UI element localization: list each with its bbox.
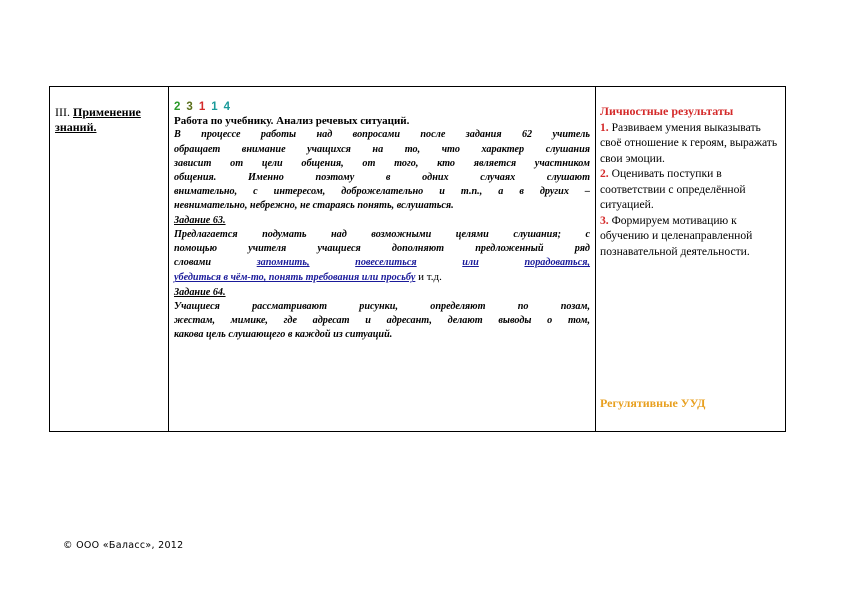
copyright-footer: © ООО «Баласс», 2012: [63, 540, 184, 551]
result-number: 3.: [600, 213, 609, 227]
result-number: 2.: [600, 167, 609, 180]
text-line: Учащиеся рассматривают рисунки, определяют по позам,: [174, 300, 590, 312]
text-line: помощью учителя учащиеся дополняют предложенный ряд: [174, 243, 590, 255]
result-item: [600, 213, 781, 260]
text-line: В процессе работы над вопросами после задания 62 учитель: [174, 129, 590, 141]
personal-results-title: Личностные результаты: [600, 104, 734, 118]
regulatory-title: Регулятивные УУД: [600, 396, 706, 410]
text-line: общения. Именно поэтому в одних случаях слушают: [174, 172, 590, 184]
exercise-numbers: [174, 100, 590, 114]
result-item: [600, 166, 781, 213]
text-line: [174, 256, 590, 270]
paragraph-listening-goals: [174, 228, 590, 286]
highlighted-phrase: убедиться в чём-то, понять требования или просьбу: [174, 272, 416, 284]
exercise-number: 2: [174, 101, 181, 113]
table-row: [50, 87, 786, 432]
highlighted-word: запомнить,: [256, 257, 310, 269]
exercise-number: 1: [198, 101, 206, 113]
result-text: Оценивать поступки в соответствии с определённой ситуацией.: [600, 167, 746, 211]
stage-title: Применение знаний.: [55, 105, 141, 134]
result-text: Развиваем умения выказывать своё отношение к героям, выражать свои эмоции.: [600, 120, 778, 165]
stage-cell: [50, 87, 169, 432]
content-heading: Работа по учебнику. Анализ речевых ситуаций.: [174, 115, 410, 128]
stage-numeral: III.: [55, 105, 70, 119]
results-cell: [596, 87, 786, 432]
text-line: внимательно, с интересом, доброжелательно и т.п., а в других –: [174, 186, 590, 198]
highlighted-word: или: [462, 257, 479, 269]
result-item: [600, 120, 781, 167]
highlighted-word: повеселиться: [355, 257, 417, 269]
text-fragment: словами: [174, 257, 212, 269]
text-line: жестам, мимике, где адресат и адресант, делают выводы о том,: [174, 315, 590, 327]
exercise-number: 1: [211, 101, 218, 113]
text-line: какова цель слушающего в каждой из ситуаций.: [174, 329, 393, 341]
content-cell: [169, 87, 596, 432]
exercise-number: 3: [186, 101, 193, 113]
paragraph-pictures: [174, 300, 590, 343]
task-63-label: Задание 63.: [174, 214, 226, 226]
text-line: Предлагается подумать над возможными целями слушания; с: [174, 228, 590, 240]
text-line: [174, 270, 590, 285]
text-line: обращает внимание учащихся на то, что характер слушания: [174, 143, 590, 155]
text-fragment: и т.д.: [415, 271, 442, 284]
result-number: 1.: [600, 120, 609, 134]
result-text: Формируем мотивацию к обучению и целенаправленной познавательной деятельности.: [600, 213, 753, 258]
paragraph-teacher-work: [174, 128, 590, 213]
text-line: зависит от цели общения, от того, кто является участником: [174, 157, 590, 169]
exercise-number: 4: [223, 101, 231, 113]
highlighted-word: порадоваться,: [524, 257, 591, 269]
task-64-label: Задание 64.: [174, 286, 226, 298]
text-line: невнимательно, небрежно, не стараясь понять, вслушаться.: [174, 200, 454, 212]
lesson-table: [49, 86, 786, 432]
